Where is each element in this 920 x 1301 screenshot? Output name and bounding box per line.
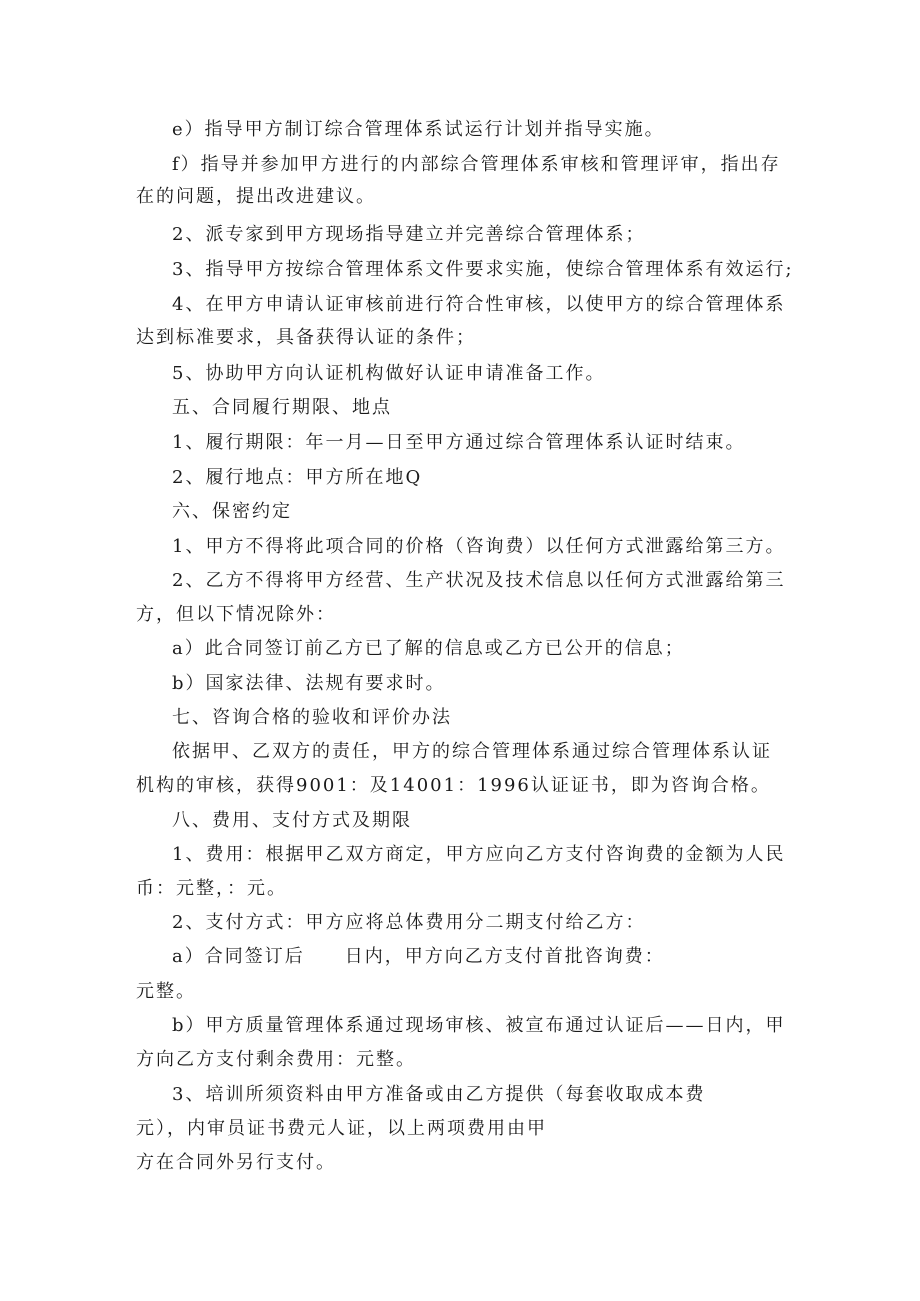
text-line: 2、支付方式：甲方应将总体费用分二期支付给乙方： <box>172 912 646 933</box>
text-line: 达到标准要求，具备获得认证的条件； <box>136 327 476 348</box>
text-line: 方在合同外另行支付。 <box>136 1152 336 1173</box>
text-line: 1、费用：根据甲乙双方商定，甲方应向乙方支付咨询费的金额为人民 <box>172 844 786 865</box>
text-line: 1、履行期限：年一月—日至甲方通过综合管理体系认证时结束。 <box>172 432 746 453</box>
text-line: f）指导并参加甲方进行的内部综合管理体系审核和管理评审，指出存 <box>172 154 781 175</box>
text-line: 2、派专家到甲方现场指导建立并完善综合管理体系； <box>172 224 646 245</box>
text-line: 依据甲、乙双方的责任，甲方的综合管理体系通过综合管理体系认证 <box>172 741 772 762</box>
text-line: 机构的审核，获得9001：及14001：1996认证证书，即为咨询合格。 <box>136 775 771 796</box>
text-line: 2、履行地点：甲方所在地Q <box>172 467 423 488</box>
section-heading: 六、保密约定 <box>172 501 292 522</box>
text-line: a）此合同签订前乙方已了解的信息或乙方已公开的信息； <box>172 638 685 659</box>
text-line: e）指导甲方制订综合管理体系试运行计划并指导实施。 <box>172 119 665 140</box>
text-line: 方向乙方支付剩余费用：元整。 <box>136 1049 416 1070</box>
text-line: a）合同签订后 日内，甲方向乙方支付首批咨询费： <box>172 946 665 967</box>
text-line: 4、在甲方申请认证审核前进行符合性审核，以使甲方的综合管理体系 <box>172 294 786 315</box>
text-line: 元），内审员证书费元人证，以上两项费用由甲 <box>136 1118 547 1139</box>
text-line: b）国家法律、法规有要求时。 <box>172 673 446 694</box>
text-line: 元整。 <box>136 981 196 1002</box>
text-line: 2、乙方不得将甲方经营、生产状况及技术信息以任何方式泄露给第三 <box>172 570 786 591</box>
text-line: 5、协助甲方向认证机构做好认证申请准备工作。 <box>172 363 606 384</box>
section-heading: 七、咨询合格的验收和评价办法 <box>172 707 452 728</box>
section-heading: 八、费用、支付方式及期限 <box>172 810 412 831</box>
text-line: 3、指导甲方按综合管理体系文件要求实施，使综合管理体系有效运行; <box>172 259 794 280</box>
text-line: 在的问题，提出改进建议。 <box>136 186 376 207</box>
text-line: 3、培训所须资料由甲方准备或由乙方提供（每套收取成本费 <box>172 1084 706 1105</box>
section-heading: 五、合同履行期限、地点 <box>172 397 392 418</box>
text-line: 1、甲方不得将此项合同的价格（咨询费）以任何方式泄露给第三方。 <box>172 536 786 557</box>
text-line: 方，但以下情况除外： <box>136 604 336 625</box>
text-line: b）甲方质量管理体系通过现场审核、被宣布通过认证后——日内，甲 <box>172 1015 786 1036</box>
text-line: 币：元整，：元。 <box>136 878 287 899</box>
